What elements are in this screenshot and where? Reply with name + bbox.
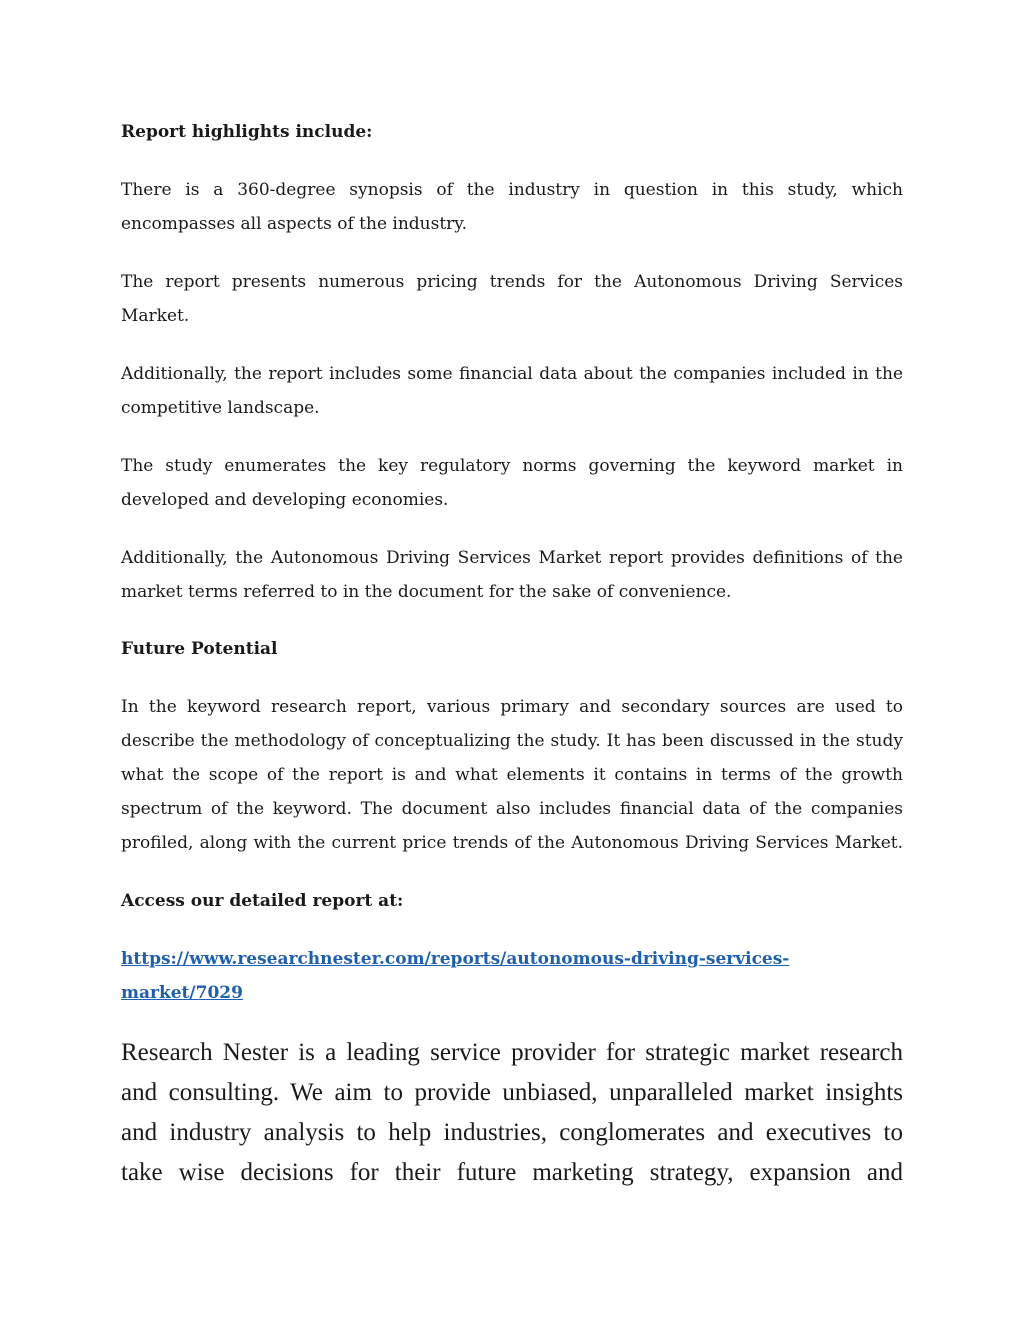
text-line: Additionally, the report includes some financial data about the companies included in the	[121, 364, 903, 384]
text-line: describe the methodology of conceptualizing the study. It has been discussed in the study	[121, 731, 903, 751]
future-potential-heading: Future Potential	[121, 639, 278, 659]
text-line: competitive landscape.	[121, 398, 320, 418]
text-line: profiled, along with the current price trends of the Autonomous Driving Services Market.	[121, 833, 903, 853]
text-line: take wise decisions for their future marketing strategy, expansion and	[121, 1159, 903, 1186]
text-line: Market.	[121, 306, 190, 326]
text-line: In the keyword research report, various primary and secondary sources are used to	[121, 697, 903, 717]
text-line: The study enumerates the key regulatory norms governing the keyword market in	[121, 456, 903, 476]
text-line: and consulting. We aim to provide unbiased, unparalleled market insights	[121, 1079, 903, 1106]
text-line: what the scope of the report is and what elements it contains in terms of the growth	[121, 765, 903, 785]
highlight-paragraph-5	[121, 541, 903, 609]
text-line: developed and developing economies.	[121, 490, 449, 510]
access-report-heading: Access our detailed report at:	[121, 891, 404, 911]
report-link-line[interactable]: https://www.researchnester.com/reports/autonomous-driving-services-	[121, 949, 790, 969]
future-potential-paragraph	[121, 690, 903, 860]
text-line: Additionally, the Autonomous Driving Services Market report provides definitions of the	[121, 548, 903, 568]
highlight-paragraph-1	[121, 173, 903, 241]
report-link-line[interactable]: market/7029	[121, 983, 243, 1003]
text-line: There is a 360-degree synopsis of the industry in question in this study, which	[121, 180, 903, 200]
highlight-paragraph-4	[121, 449, 903, 517]
report-link[interactable]	[121, 942, 789, 1010]
text-line: Research Nester is a leading service provider for strategic market research	[121, 1039, 903, 1066]
about-research-nester	[121, 1033, 903, 1193]
highlight-paragraph-3	[121, 357, 903, 425]
text-line: encompasses all aspects of the industry.	[121, 214, 468, 234]
text-line: and industry analysis to help industries, conglomerates and executives to	[121, 1119, 903, 1146]
report-highlights-heading: Report highlights include:	[121, 122, 373, 142]
text-line: The report presents numerous pricing trends for the Autonomous Driving Services	[121, 272, 903, 292]
text-line: spectrum of the keyword. The document also includes financial data of the companies	[121, 799, 903, 819]
highlight-paragraph-2	[121, 265, 903, 333]
text-line: market terms referred to in the document for the sake of convenience.	[121, 582, 732, 602]
